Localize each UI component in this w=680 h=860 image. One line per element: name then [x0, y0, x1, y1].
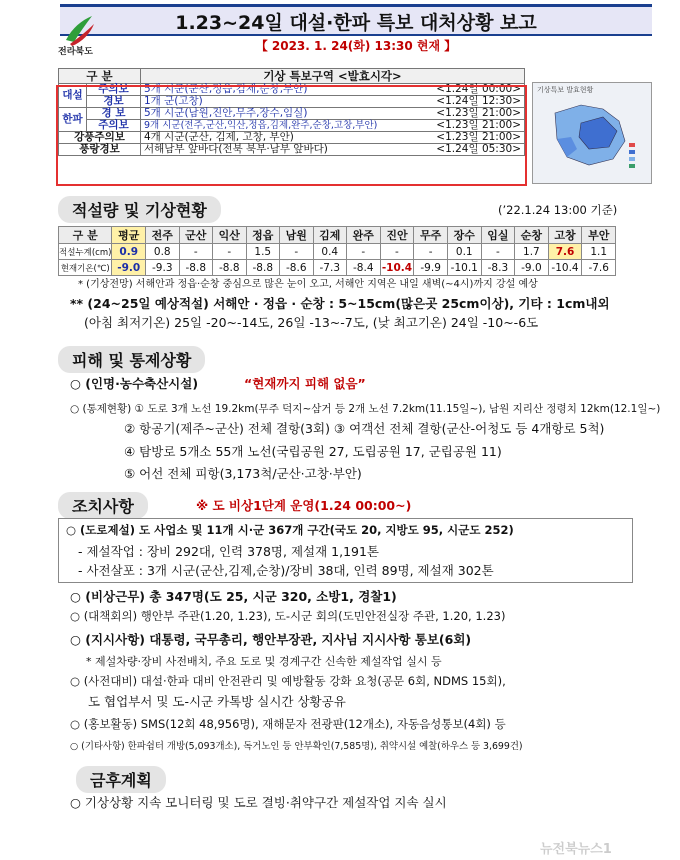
row-area: 4개 시군(군산, 김제, 고창, 부안)	[141, 132, 419, 144]
row-level: 경 보	[87, 108, 141, 120]
table-cell: -10.1	[447, 260, 481, 276]
table-cell: -8.8	[213, 260, 247, 276]
column-header: 전주	[146, 227, 180, 244]
table-cell: -	[179, 244, 213, 260]
instructions-detail: * 제설차량·장비 사전배치, 주요 도로 및 경계구간 신속한 제설작업 실시 등	[86, 655, 442, 668]
watermark: 뉴전북뉴스1	[540, 842, 612, 857]
column-header: 평균	[112, 227, 146, 244]
table-cell: -9.9	[414, 260, 448, 276]
table-cell: -8.8	[246, 260, 280, 276]
row-label: 현재기온(℃)	[59, 260, 112, 276]
table-cell: -	[280, 244, 314, 260]
col-header-category: 구 분	[59, 69, 141, 84]
column-header: 진안	[380, 227, 414, 244]
row-area: 서해남부 앞바다(전북 북부·남부 앞바다)	[141, 144, 419, 156]
row-label: 적설누계(cm)	[59, 244, 112, 260]
table-row	[59, 244, 616, 260]
row-time: <1.24일 00:00>	[419, 84, 525, 96]
table-cell: 0.8	[146, 244, 180, 260]
row-time: <1.24일 05:30>	[419, 144, 525, 156]
table-header-row	[59, 227, 616, 244]
control-flights-ferries: ② 항공기(제주~군산) 전체 결항(3회) ③ 여객선 전체 결항(군산-어청도 등 4개항로 5척)	[124, 421, 605, 436]
section-title-actions: 조치사항	[58, 492, 148, 519]
column-header: 익산	[213, 227, 247, 244]
table-cell: -	[380, 244, 414, 260]
table-row	[59, 260, 616, 276]
table-cell: -	[414, 244, 448, 260]
control-fishing-boats: ⑤ 어선 전체 피항(3,173척/군산·고창·부안)	[124, 466, 362, 481]
row-time: <1.23일 21:00>	[419, 108, 525, 120]
publicity: ○ (홍보활동) SMS(12회 48,956명), 재해문자 전광판(12개소), 자동음성통보(4회) 등	[70, 717, 506, 731]
section-title-snowfall: 적설량 및 기상현황	[58, 196, 221, 223]
table-cell: 1.7	[515, 244, 549, 260]
table-cell: -8.6	[280, 260, 314, 276]
table-cell: 7.6	[548, 244, 582, 260]
column-header: 김제	[313, 227, 347, 244]
row-area: 5개 시군(남원,진안,무주,장수,임실)	[141, 108, 419, 120]
snowfall-table	[58, 226, 616, 276]
snow-removal-work: - 제설작업 : 장비 292대, 인력 378명, 제설재 1,191톤	[78, 544, 380, 559]
table-cell: -8.4	[347, 260, 381, 276]
column-header: 부안	[582, 227, 616, 244]
future-plan: ○ 기상상황 지속 모니터링 및 도로 결빙·취약구간 제설작업 지속 실시	[70, 795, 447, 810]
row-group: 대설	[59, 84, 87, 108]
pre-preparation: ○ (사전대비) 대설·한파 대비 안전관리 및 예방활동 강화 요청(공문 6회, NDMS 15회),	[70, 674, 506, 688]
snowfall-basis-time: (’22.1.24 13:00 기준)	[498, 203, 618, 217]
forecast-temperature: (아침 최저기온) 25일 -20~-14도, 26일 -13~-7도, (낮 최고기온) 24일 -10~-6도	[84, 315, 539, 330]
warning-map	[532, 82, 652, 184]
column-header: 순창	[515, 227, 549, 244]
table-cell: 1.1	[582, 244, 616, 260]
jeonbuk-map-icon	[533, 83, 651, 183]
row-level: 경보	[87, 96, 141, 108]
damage-category: ○ (인명·농수축산시설)	[70, 376, 199, 391]
row-level: 주의보	[87, 120, 141, 132]
table-cell: -9.3	[146, 260, 180, 276]
col-header-zone: 기상 특보구역 <발효시각>	[141, 69, 525, 84]
section-title-damage: 피해 및 통제상황	[58, 346, 205, 373]
table-cell: -8.3	[481, 260, 515, 276]
table-cell: -7.3	[313, 260, 347, 276]
column-header: 임실	[481, 227, 515, 244]
row-area: 9개 시군(전주,군산,익산,정읍,김제,완주,순창,고창,부안)	[141, 120, 419, 132]
table-cell: -7.6	[582, 260, 616, 276]
other-matters: ○ (기타사항) 한파쉼터 개방(5,093개소), 독거노인 등 안부확인(7,585명), 취약시설 예찰(하우스 등 3,699건)	[70, 741, 523, 752]
table-cell: -10.4	[381, 261, 413, 274]
table-cell: -8.8	[179, 260, 213, 276]
map-caption: 기상특보 발효현황	[537, 86, 594, 94]
column-header: 군산	[179, 227, 213, 244]
emergency-level: ※ 도 비상1단계 운영(1.24 00:00~)	[196, 498, 412, 513]
column-header: 장수	[447, 227, 481, 244]
emergency-staff: ○ (비상근무) 총 347명(도 25, 시군 320, 소방1, 경찰1)	[70, 589, 397, 604]
countermeasure-meeting: ○ (대책회의) 행안부 주관(1.20, 1.23), 도-시군 회의(도민안전실장 주관, 1.20, 1.23)	[70, 609, 506, 623]
table-cell: -	[481, 244, 515, 260]
table-cell: -9.0	[112, 260, 146, 276]
row-time: <1.23일 21:00>	[419, 120, 525, 132]
road-snow-removal: ○ (도로제설) 도 사업소 및 11개 시·군 367개 구간(국도 20, 지방도 95, 시군도 252)	[66, 523, 514, 537]
column-header: 구 분	[59, 227, 112, 244]
table-cell: 0.9	[112, 244, 146, 260]
control-roads: ○ (통제현황) ① 도로 3개 노선 19.2km(무주 덕지~삼거 등 2개 노선 7.2km(11.15일~), 남원 지리산 정령치 12km(12.1일~)	[70, 403, 661, 415]
row-group: 한파	[59, 108, 87, 132]
pre-spraying: - 사전살포 : 3개 시군(군산,김제,순창)/장비 38대, 인력 89명, 제설재 302톤	[78, 563, 494, 578]
row-group: 강풍주의보	[59, 132, 141, 144]
logo-text: 전라북도	[58, 47, 93, 57]
damage-status: “현재까지 피해 없음”	[244, 376, 366, 391]
forecast-note: * (기상전망) 서해안과 정읍·순창 중심으로 많은 눈이 오고, 서해안 지역은 내일 새벽(~4시)까지 강설 예상	[78, 279, 538, 290]
table-cell: 1.5	[246, 244, 280, 260]
column-header: 완주	[347, 227, 381, 244]
row-time: <1.24일 12:30>	[419, 96, 525, 108]
row-time: <1.23일 21:00>	[419, 132, 525, 144]
report-date: 【 2023. 1. 24(화) 13:30 현재 】	[255, 39, 457, 53]
table-cell: 0.1	[447, 244, 481, 260]
table-cell: 0.4	[313, 244, 347, 260]
column-header: 남원	[280, 227, 314, 244]
table-cell: -	[213, 244, 247, 260]
row-level: 주의보	[87, 84, 141, 96]
control-trails: ④ 탐방로 5개소 55개 노선(국립공원 27, 도립공원 17, 군립공원 11)	[124, 444, 502, 459]
section-title-future-plan: 금후계획	[76, 766, 166, 793]
table-cell: -	[347, 244, 381, 260]
row-area: 5개 시군(군산,정읍,김제,순창,부안)	[141, 84, 419, 96]
column-header: 정읍	[246, 227, 280, 244]
instructions: ○ (지시사항) 대통령, 국무총리, 행안부장관, 지사님 지시사항 통보(6회)	[70, 632, 472, 647]
forecast-snow: ** (24~25일 예상적설) 서해안 · 정읍 · 순창 : 5~15cm(많은곳 25cm이상), 기타 : 1cm내외	[70, 296, 610, 311]
highlight-box	[56, 85, 527, 186]
column-header: 무주	[414, 227, 448, 244]
page-title: 1.23~24일 대설·한파 특보 대처상황 보고	[175, 12, 537, 34]
table-cell: -10.4	[548, 260, 582, 276]
pre-preparation-detail: 도 협업부서 및 도-시군 카톡방 실시간 상황공유	[88, 694, 346, 709]
row-area: 1개 군(고창)	[141, 96, 419, 108]
table-cell: -9.0	[515, 260, 549, 276]
column-header: 고창	[548, 227, 582, 244]
row-group: 풍랑경보	[59, 144, 141, 156]
